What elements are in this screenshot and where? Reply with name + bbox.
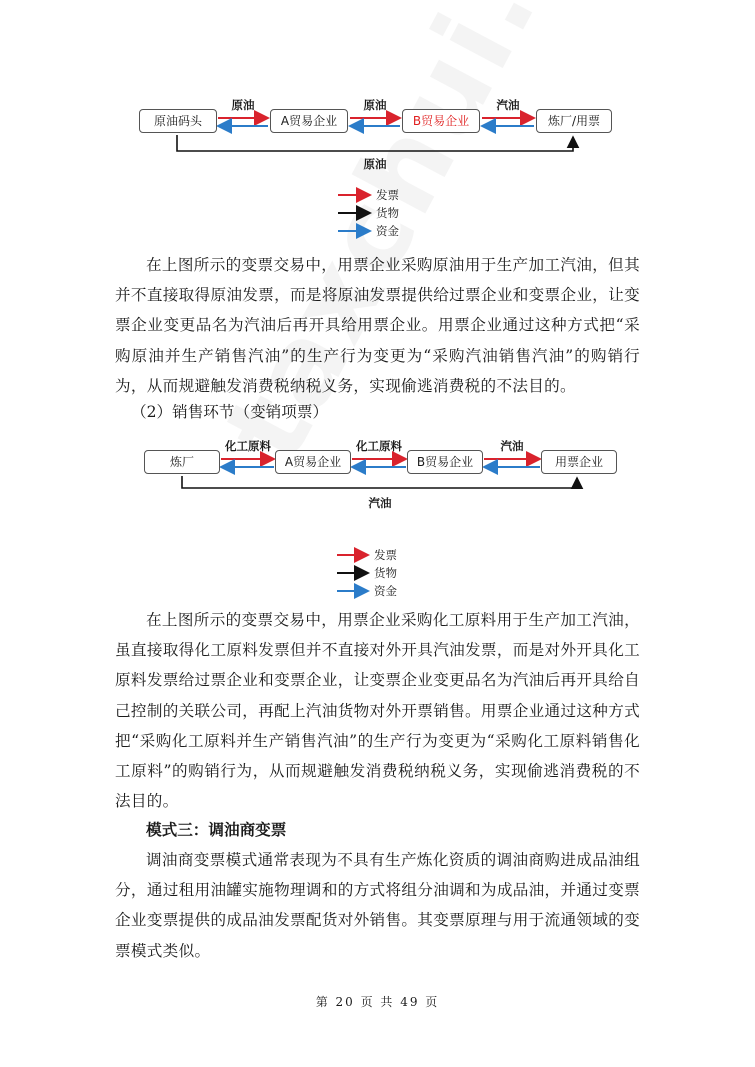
edge-label-2: 原油 <box>363 98 387 112</box>
edge-label-3: 汽油 <box>500 439 524 453</box>
legend-funds-label: 资金 <box>376 224 399 238</box>
mode3-heading: 模式三：调油商变票 <box>146 821 287 839</box>
node-refinery: 炼厂 <box>144 450 220 474</box>
bottom-goods-label: 汽油 <box>368 496 392 510</box>
section-heading-sales: （2）销售环节（变销项票） <box>131 403 329 421</box>
goods-arrow <box>182 476 577 488</box>
legend-goods-label: 货物 <box>374 566 397 580</box>
node-invoice-user: 用票企业 <box>541 450 617 474</box>
page-footer: 第 20 页 共 49 页 <box>315 995 440 1009</box>
legend-invoice-label: 发票 <box>376 188 399 202</box>
paragraph-1: 在上图所示的变票交易中，用票企业采购原油用于生产加工汽油，但其并不直接取得原油发票，而是将原油发票提供给过票企业和变票企业，让变票企业变更品名为汽油后再开具给用票企业。用票企业通过这种方式把“采购原油并生产销售汽油”的生产行为变更为“采购汽油销售汽油”的购销行为，从而规避触发消费税纳税义务，实现偷逃消费税的不法目的。 <box>115 256 640 395</box>
goods-arrow <box>177 135 573 151</box>
node-trader-a: A贸易企业 <box>270 109 348 133</box>
legend-goods-label: 货物 <box>376 206 399 220</box>
bottom-goods-label: 原油 <box>363 157 387 171</box>
legend-invoice-label: 发票 <box>374 548 397 562</box>
edge-label-1: 化工原料 <box>225 439 271 453</box>
flow-diagram-sales <box>0 436 755 606</box>
paragraph-2: 在上图所示的变票交易中，用票企业采购化工原料用于生产加工汽油，虽直接取得化工原料发票但并不直接对外开具汽油发票，而是对外开具化工原料发票给过票企业和变票企业，让变票企业变更品名为汽油后再开具给自己控制的关联公司，再配上汽油货物对外开票销售。用票企业通过这种方式把“采购化工原料并生产销售汽油”的生产行为变更为“采购化工原料销售化工原料”的购销行为，从而规避触发消费税纳税义务，实现偷逃消费税的不法目的。 <box>115 611 640 811</box>
node-crude-dock: 原油码头 <box>139 109 217 133</box>
node-trader-b: B贸易企业 <box>407 450 483 474</box>
edge-label-3: 汽油 <box>496 98 520 112</box>
flow-diagram-purchase <box>0 95 755 245</box>
edge-label-1: 原油 <box>231 98 255 112</box>
paragraph-3: 调油商变票模式通常表现为不具有生产炼化资质的调油商购进成品油组分，通过租用油罐实施物理调和的方式将组分油调和为成品油，并通过变票企业变票提供的成品油发票配货对外销售。其变票原理与用于流通领域的变票模式类似。 <box>115 851 640 960</box>
node-refinery: 炼厂/用票 <box>536 109 612 133</box>
edge-label-2: 化工原料 <box>356 439 402 453</box>
legend-funds-label: 资金 <box>374 584 397 598</box>
node-trader-b: B贸易企业 <box>402 109 480 133</box>
node-trader-a: A贸易企业 <box>275 450 351 474</box>
